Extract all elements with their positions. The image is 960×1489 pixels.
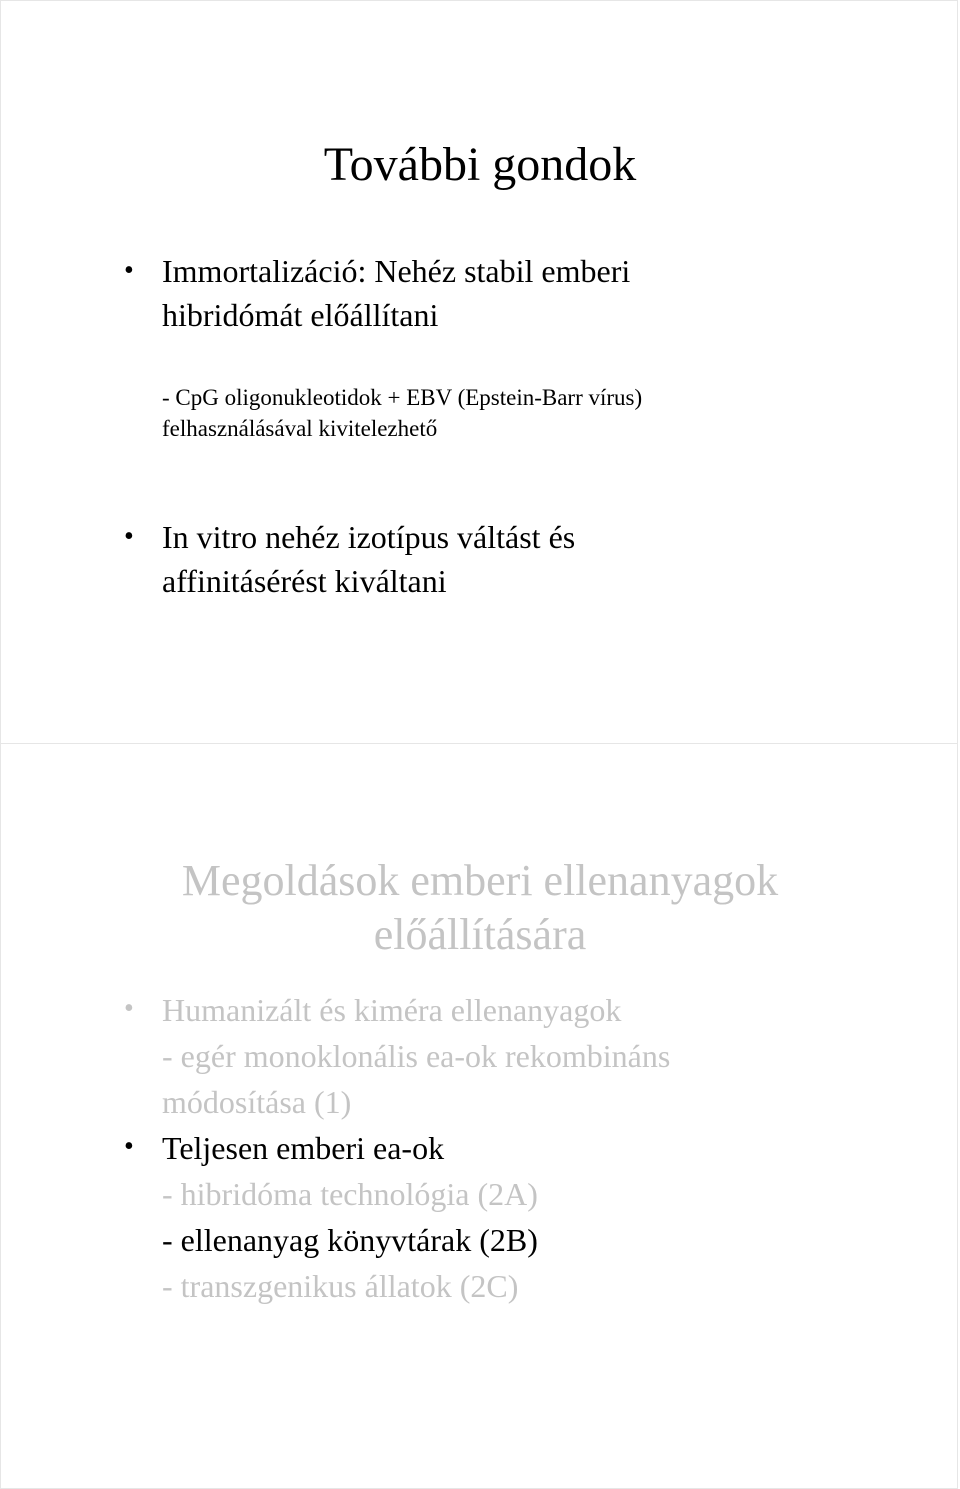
title-line: Megoldások emberi ellenanyagok [181,856,779,905]
sub-point-cpg-ebv [162,382,642,444]
slide-2 [0,743,958,1489]
bullet-humanized: Humanizált és kiméra ellenanyagok [162,992,622,1028]
sub-line: felhasználásával kivitelezhető [162,416,438,441]
bullet-dot-icon: • [124,993,134,1024]
bullet-fully-human: Teljesen emberi ea-ok [162,1130,445,1166]
bullet-dot-icon: • [124,521,134,552]
bullet-line: affinitásérést kiváltani [162,563,447,599]
sub-line-highlighted: - ellenanyag könyvtárak (2B) [162,1222,538,1258]
sub-line: - egér monoklonális ea-ok rekombináns [162,1038,671,1074]
bullet-dot-icon: • [124,255,134,286]
bullet-line: hibridómát előállítani [162,297,439,333]
bullet-in-vitro [162,515,575,603]
sub-line: - transzgenikus állatok (2C) [162,1268,519,1304]
bullet-line: Immortalizáció: Nehéz stabil emberi [162,253,631,289]
slide-title: További gondok [323,138,637,191]
bullet-dot-icon: • [124,1131,134,1162]
sub-line: - hibridóma technológia (2A) [162,1176,538,1212]
bullet-immortalization [162,249,630,337]
sub-line: módosítása (1) [162,1084,352,1120]
bullet-line: In vitro nehéz izotípus váltást és [162,519,576,555]
title-line: előállítására [373,910,587,959]
sub-line: - CpG oligonukleotidok + EBV (Epstein-Barr vírus) [162,385,643,410]
slide-1 [0,0,958,745]
slide-title [1,854,959,962]
solution-list [162,987,670,1309]
